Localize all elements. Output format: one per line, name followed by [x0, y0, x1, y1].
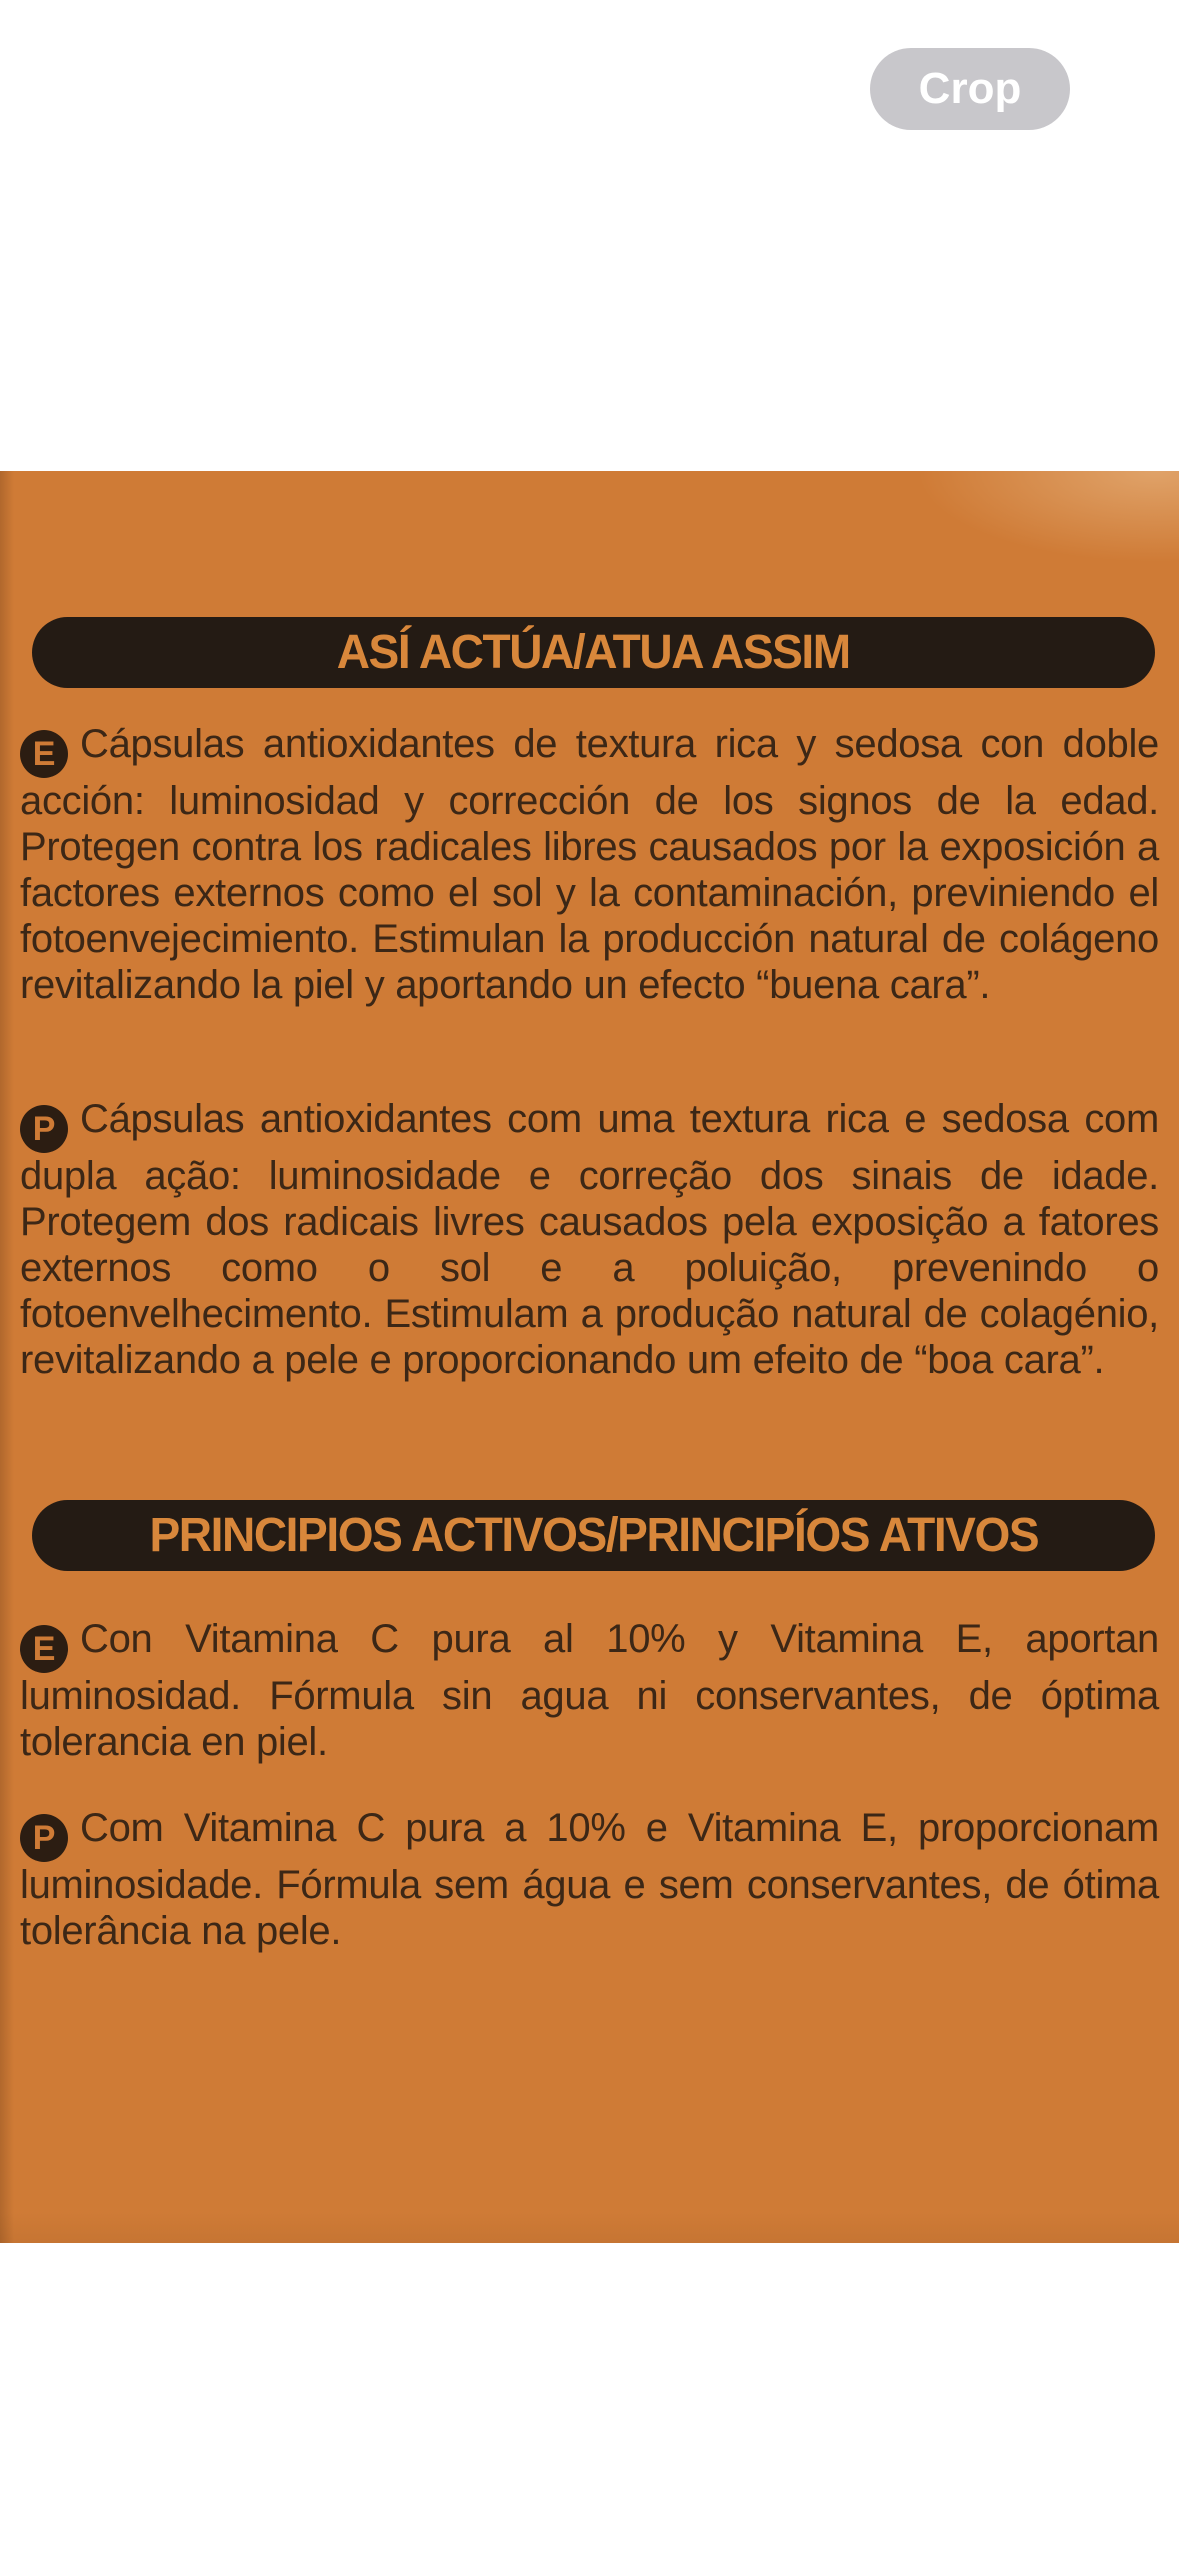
paragraph-text: Com Vitamina C pura a 10% e Vitamina E, proporcionam luminosidade. Fórmula sem água e sem conservantes, de ótima tolerância na pele. [20, 1806, 1159, 1953]
paragraph-text: Cápsulas antioxidantes de textura rica y sedosa con doble acción: luminosidad y corrección de los signos de la edad. Protegen contra los radicales libres causados por la exposición a factores externos como el sol y la contaminación, previniendo el fotoenvejecimiento. Estimulan la producción natural de colágeno revitalizando la piel y aportando un efecto “buena cara”. [20, 722, 1159, 1007]
section-header-asi-actua [32, 617, 1155, 688]
section-title: ASÍ ACTÚA/ATUA ASSIM [336, 626, 851, 679]
lang-pt-mark-icon: P [20, 1105, 68, 1153]
product-label-photo[interactable] [0, 471, 1179, 2243]
paragraph-es-active-ingredients [20, 1616, 1159, 1765]
crop-button[interactable] [870, 48, 1070, 130]
paragraph-pt-how-it-works [20, 1096, 1159, 1383]
lang-es-mark-icon: E [20, 1625, 68, 1673]
paragraph-pt-active-ingredients [20, 1805, 1159, 1954]
lang-pt-mark-icon: P [20, 1814, 68, 1862]
section-header-principios-activos [32, 1500, 1155, 1571]
lang-es-mark-icon: E [20, 730, 68, 778]
section-title: PRINCIPIOS ACTIVOS/PRINCIPÍOS ATIVOS [149, 1509, 1038, 1562]
paragraph-text: Cápsulas antioxidantes com uma textura rica e sedosa com dupla ação: luminosidade e correção dos sinais de idade. Protegem dos radicais livres causados pela exposição a fatores externos como o sol e a poluição, prevenindo o fotoenvelhecimento. Estimulam a produção natural de colagénio, revitalizando a pele e proporcionando um efeito de “boa cara”. [20, 1097, 1159, 1382]
paragraph-text: Con Vitamina C pura al 10% y Vitamina E, aportan luminosidad. Fórmula sin agua ni conservantes, de óptima tolerancia en piel. [20, 1617, 1159, 1764]
crop-button-label: Crop [918, 64, 1022, 113]
paragraph-es-how-it-works [20, 721, 1159, 1008]
